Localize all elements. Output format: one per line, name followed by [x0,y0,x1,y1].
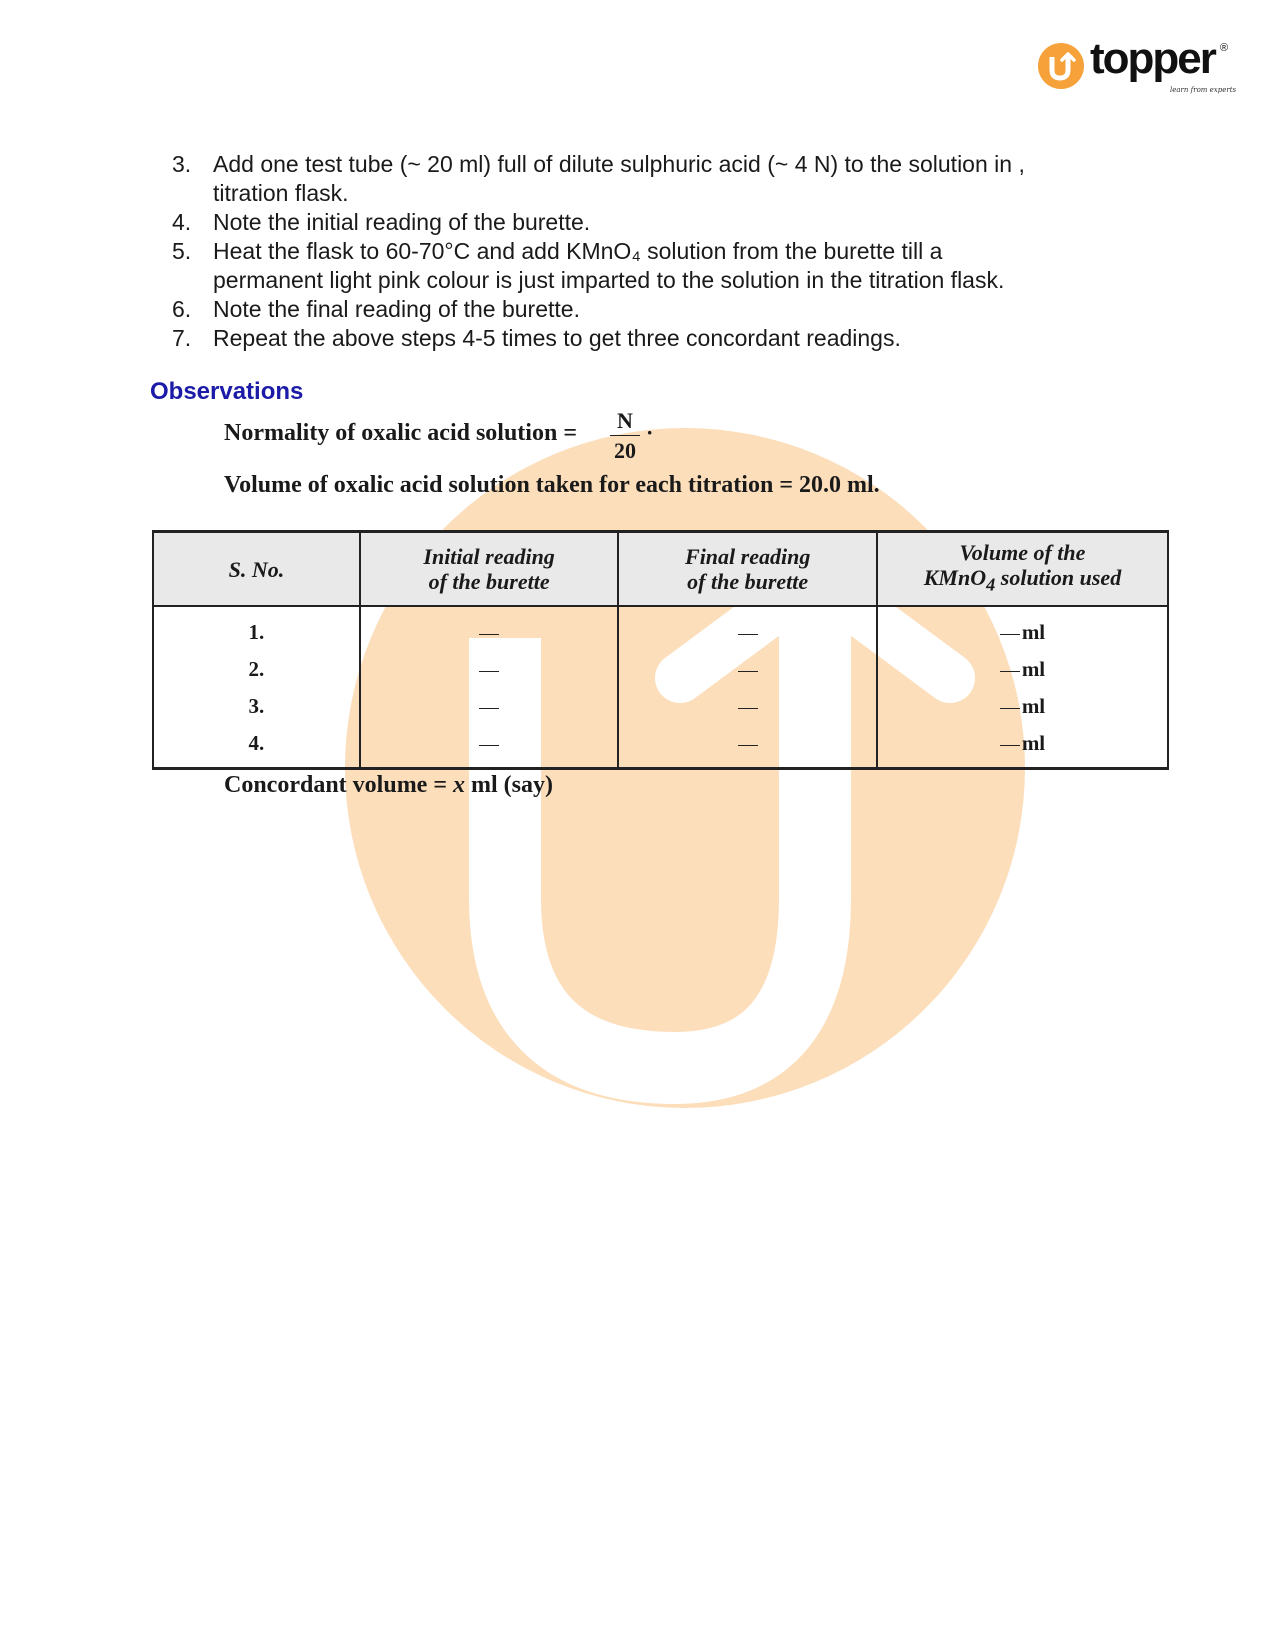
header-initial-reading: Initial reading of the burette [360,532,619,607]
procedure-steps [172,150,1112,353]
cell-initial [360,688,619,725]
blank-dash [1000,671,1020,672]
cell-final [618,606,877,651]
cell-final [618,688,877,725]
list-item: 3. Add one test tube (~ 20 ml) full of dilute sulphuric acid (~ 4 N) to the solution in , titration flask. [172,151,1025,206]
normality-fraction: N 20 [610,408,640,464]
cell-final [618,651,877,688]
list-item: 5. Heat the flask to 60-70°C and add KMnO₄ solution from the burette till a permanent light pink colour is just imparted to the solution in the titration flask. [172,238,1005,293]
topper-badge-icon [1038,43,1084,89]
cell-volume: ml [877,606,1168,651]
blank-dash [738,708,758,709]
table-row [153,606,1168,651]
list-item: 4. Note the initial reading of the burette. [172,209,591,235]
table-header-row [153,532,1168,607]
list-item: 7. Repeat the above steps 4-5 times to get three concordant readings. [172,325,901,351]
cell-initial [360,725,619,769]
cell-final [618,725,877,769]
cell-sno: 1. [153,606,360,651]
blank-dash [738,745,758,746]
table-row [153,725,1168,769]
cell-volume: ml [877,725,1168,769]
cell-sno: 2. [153,651,360,688]
blank-dash [738,671,758,672]
logo-wordmark: topper [1090,34,1215,83]
blank-dash [479,708,499,709]
blank-dash [479,634,499,635]
cell-volume: ml [877,688,1168,725]
registered-mark: ® [1220,42,1229,54]
cell-initial [360,651,619,688]
blank-dash [1000,708,1020,709]
cell-sno: 3. [153,688,360,725]
blank-dash [1000,634,1020,635]
fraction-dot: · [646,420,654,445]
logo-tagline: learn from experts [1170,86,1237,94]
blank-dash [479,745,499,746]
table-row [153,651,1168,688]
header-sno: S. No. [153,532,360,607]
topper-logo [1038,34,1238,100]
normality-line: Normality of oxalic acid solution = [224,420,577,446]
concordant-volume-line: Concordant volume = x ml (say) [224,772,553,798]
observations-heading: Observations [150,378,304,405]
header-volume-used: Volume of the KMnO$_4$ solution used [877,532,1168,607]
volume-line: Volume of oxalic acid solution taken for each titration = 20.0 ml. [224,472,880,498]
cell-initial [360,606,619,651]
cell-sno: 4. [153,725,360,769]
cell-volume: ml [877,651,1168,688]
list-item: 6. Note the final reading of the burette. [172,296,580,322]
table-row [153,688,1168,725]
blank-dash [479,671,499,672]
blank-dash [738,634,758,635]
observation-table [152,530,1169,770]
blank-dash [1000,745,1020,746]
header-final-reading: Final reading of the burette [618,532,877,607]
